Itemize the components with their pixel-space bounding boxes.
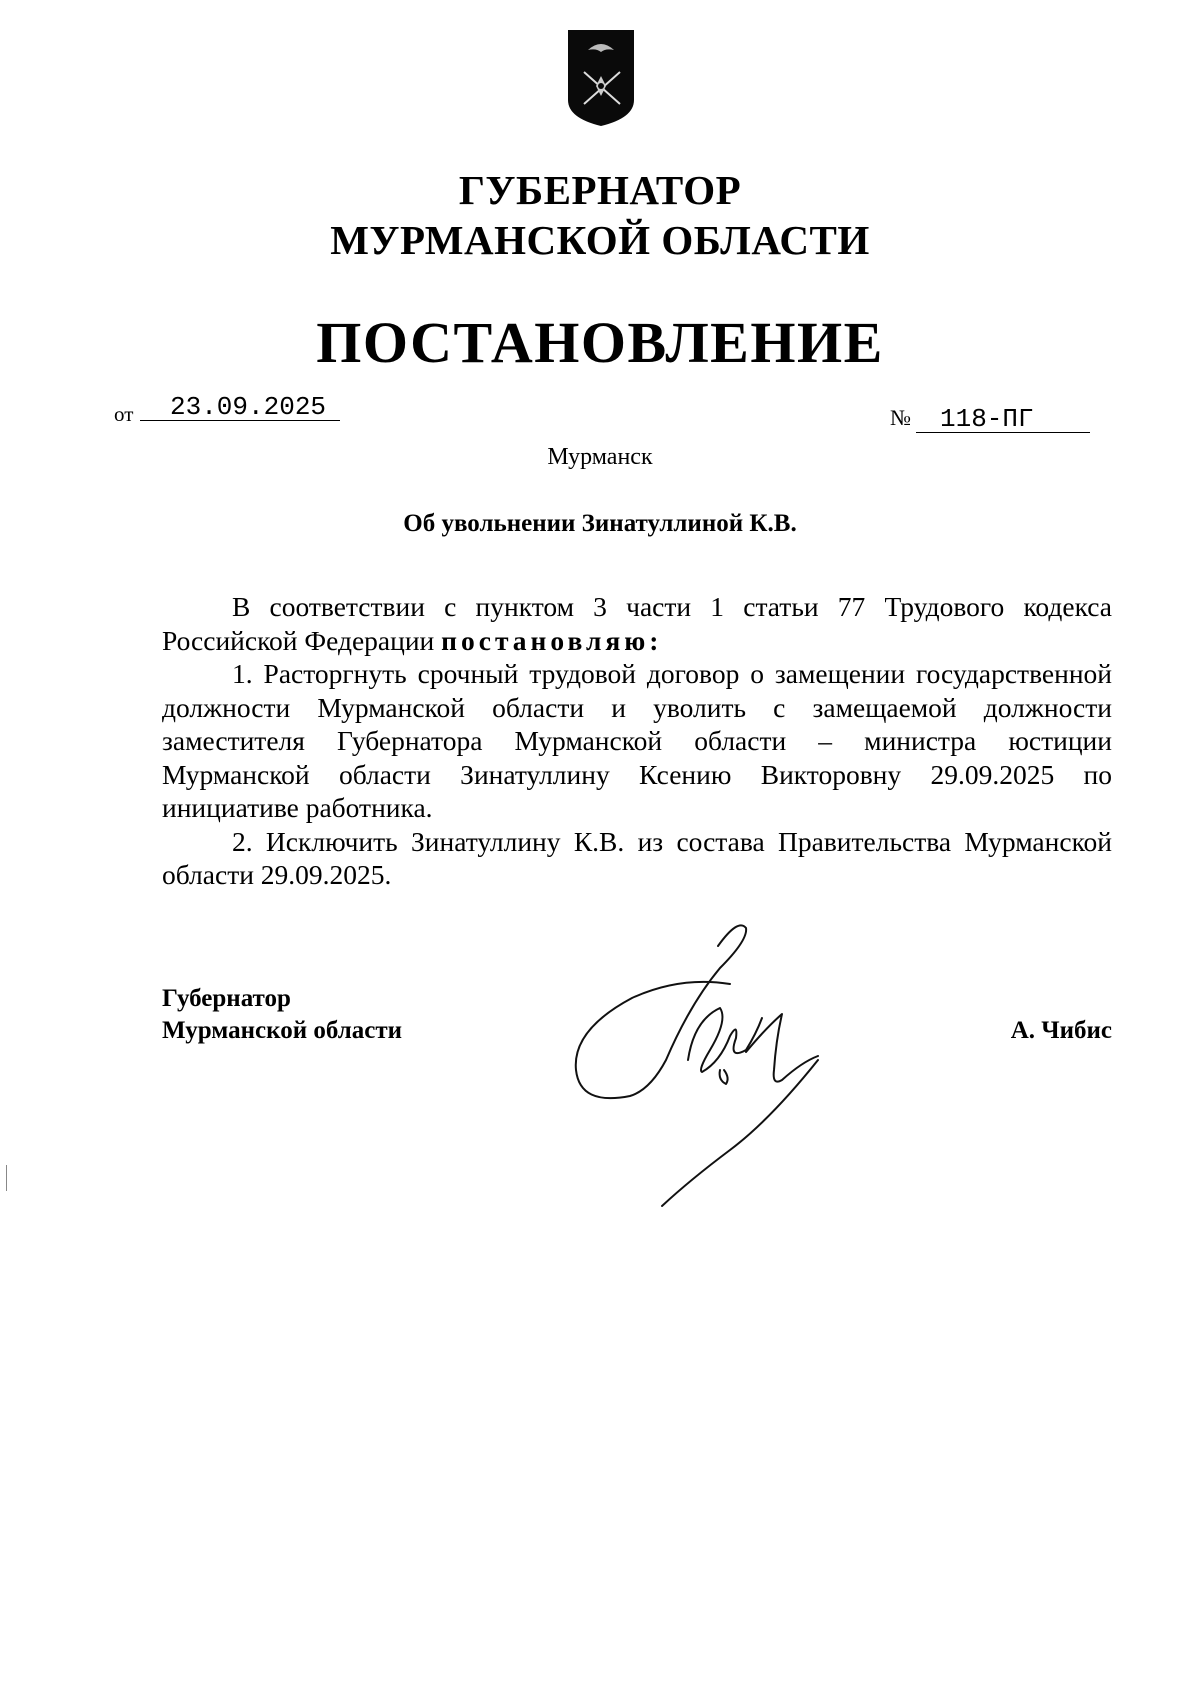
organization-title-line1: ГУБЕРНАТОР — [458, 167, 742, 213]
item-2-paragraph: 2. Исключить Зинатуллину К.В. из состава Правительства Мурманской области 29.09.2025. — [162, 825, 1112, 890]
document-subject: Об увольнении Зинатуллиной К.В. — [403, 510, 797, 537]
signatory-name: А. Чибис — [1010, 1017, 1112, 1044]
document-type-title: ПОСТАНОВЛЕНИЕ — [316, 310, 884, 375]
signatory-position — [162, 983, 402, 1047]
coat-of-arms-emblem — [566, 28, 636, 128]
document-body — [162, 590, 1112, 892]
date-prefix: от — [114, 402, 134, 426]
scan-margin-mark — [6, 1165, 7, 1191]
intro-paragraph — [162, 590, 1112, 657]
signatory-position-line2: Мурманской области — [162, 1017, 403, 1044]
item-1-paragraph: 1. Расторгнуть срочный трудовой договор о замещении государственной должности Мурманской области и уволить с замещаемой должности заместителя Губернатора Мурманской области – министра юстиции Мурманской области Зинатуллину Ксению Викторовну 29.09.2025 по инициативе работника. — [162, 658, 1112, 823]
signatory-position-line1: Губернатор — [162, 985, 291, 1012]
intro-text: В соответствии с пунктом 3 части 1 статьи 77 Трудового кодекса Российской Федерации — [162, 591, 1112, 656]
decree-word: постановляю: — [441, 624, 663, 656]
number-prefix: № — [890, 405, 911, 430]
organization-title-line2: МУРМАНСКОЙ ОБЛАСТИ — [330, 217, 870, 263]
document-date: 23.09.2025 — [170, 392, 327, 422]
handwritten-signature — [570, 910, 900, 1220]
document-number: 118-ПГ — [940, 404, 1034, 434]
city-name: Мурманск — [547, 444, 653, 470]
